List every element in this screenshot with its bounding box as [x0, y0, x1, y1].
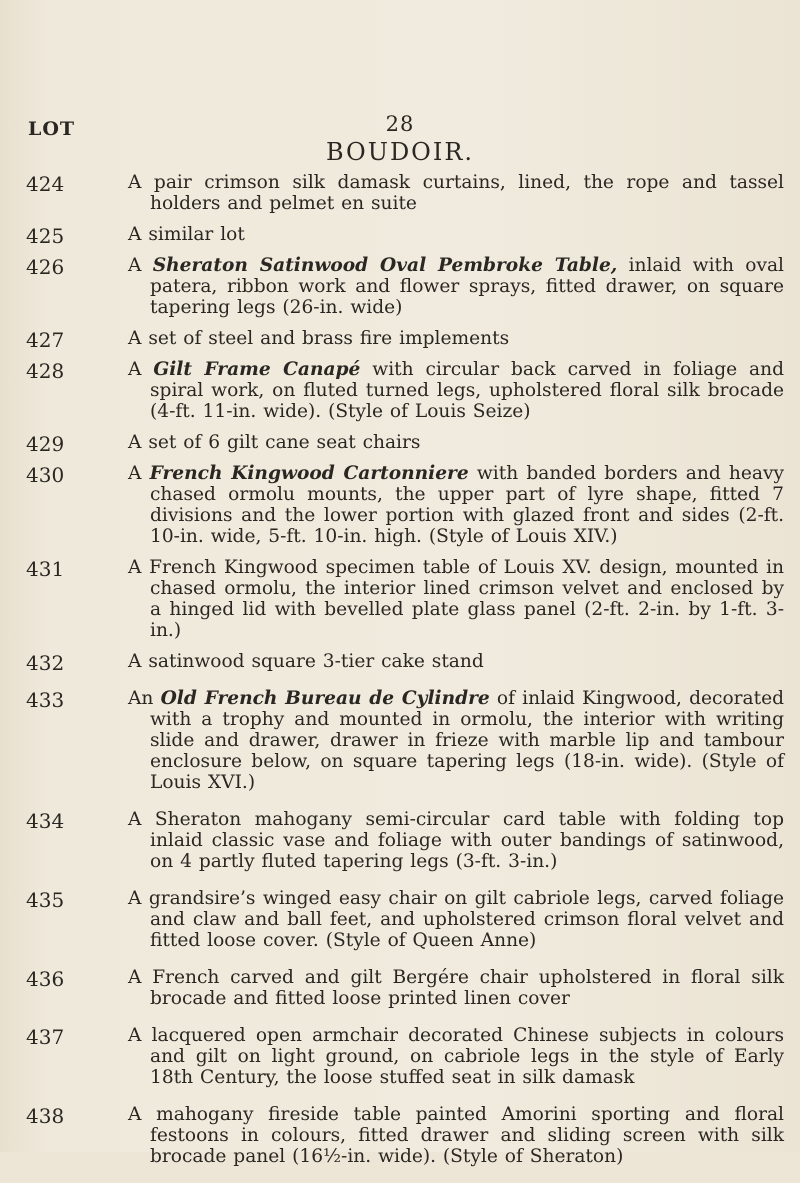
- lot-number: 427: [26, 328, 65, 352]
- lot-number: 424: [26, 172, 65, 196]
- lot-number: 433: [26, 688, 65, 712]
- lot-description: An Old French Bureau de Cylindre of inlaid Kingwood, decorated with a trophy and mounted in ormolu, the interior with writing slide and drawer, drawer in frieze with marble lip and tambour enclosure below, on square tapering legs (18-in. wide). (Style of Louis XVI.): [128, 688, 784, 793]
- lot-description: A set of steel and brass fire implements: [128, 328, 510, 349]
- lot-number: 431: [26, 557, 65, 581]
- lot-list: [0, 172, 800, 1183]
- lot-number: 434: [26, 809, 65, 833]
- lot-entry: [0, 172, 800, 214]
- lot-entry: [0, 688, 800, 793]
- lot-number: 437: [26, 1025, 65, 1049]
- section-title: BOUDOIR.: [325, 138, 475, 166]
- lot-number: 438: [26, 1104, 65, 1128]
- lot-description: A mahogany fireside table painted Amorini sporting and floral festoons in colours, fitted drawer and sliding screen with silk brocade panel (16½-in. wide). (Style of Sheraton): [128, 1104, 784, 1167]
- lot-entry: [0, 967, 800, 1009]
- lot-entry: [0, 1025, 800, 1088]
- lot-entry: [0, 809, 800, 872]
- lot-number: 436: [26, 967, 65, 991]
- lot-number: 428: [26, 359, 65, 383]
- lot-description: A similar lot: [128, 224, 245, 245]
- lot-number: 426: [26, 255, 65, 279]
- lot-column-header: LOT: [28, 118, 76, 140]
- lot-number: 430: [26, 463, 65, 487]
- lot-description: A French carved and gilt Bergére chair upholstered in floral silk brocade and fitted loose printed linen cover: [128, 967, 784, 1009]
- lot-description: A French Kingwood specimen table of Louis XV. design, mounted in chased ormolu, the interior lined crimson velvet and enclosed by a hinged lid with bevelled plate glass panel (2-ft. 2-in. by 1-ft. 3-in.): [128, 557, 784, 641]
- lot-entry: [0, 359, 800, 422]
- lot-entry: [0, 255, 800, 318]
- lot-description: A pair crimson silk damask curtains, lined, the rope and tassel holders and pelmet en suite: [128, 172, 784, 214]
- lot-entry: [0, 557, 800, 641]
- lot-number: 435: [26, 888, 65, 912]
- lot-entry: [0, 1104, 800, 1167]
- lot-entry: [0, 224, 800, 248]
- lot-description: A Sheraton Satinwood Oval Pembroke Table, inlaid with oval patera, ribbon work and flower sprays, fitted drawer, on square tapering legs (26-in. wide): [128, 255, 785, 318]
- lot-description: A Sheraton mahogany semi-circular card table with folding top inlaid classic vase and foliage with outer bandings of satinwood, on 4 partly fluted tapering legs (3-ft. 3-in.): [128, 809, 784, 872]
- page-number: 28: [385, 112, 415, 136]
- lot-number: 429: [26, 432, 65, 456]
- lot-entry: [0, 328, 800, 352]
- lot-description: A satinwood square 3-tier cake stand: [128, 651, 484, 672]
- lot-description: A Gilt Frame Canapé with circular back carved in foliage and spiral work, on fluted turned legs, upholstered floral silk brocade (4-ft. 11-in. wide). (Style of Louis Seize): [128, 359, 784, 422]
- lot-number: 425: [26, 224, 65, 248]
- lot-entry: [0, 651, 800, 675]
- lot-entry: [0, 888, 800, 951]
- lot-description: A lacquered open armchair decorated Chinese subjects in colours and gilt on light ground, on cabriole legs in the style of Early 18th Century, the loose stuffed seat in silk damask: [128, 1025, 784, 1088]
- lot-description: A French Kingwood Cartonniere with banded borders and heavy chased ormolu mounts, the upper part of lyre shape, fitted 7 divisions and the lower portion with glazed front and sides (2-ft. 10-in. wide, 5-ft. 10-in. high. (Style of Louis XIV.): [128, 463, 784, 547]
- lot-entry: [0, 432, 800, 456]
- lot-entry: [0, 463, 800, 547]
- lot-number: 432: [26, 651, 65, 675]
- lot-description: A grandsire’s winged easy chair on gilt cabriole legs, carved foliage and claw and ball feet, and upholstered crimson floral velvet and fitted loose cover. (Style of Queen Anne): [128, 888, 784, 951]
- lot-description: A set of 6 gilt cane seat chairs: [128, 432, 421, 453]
